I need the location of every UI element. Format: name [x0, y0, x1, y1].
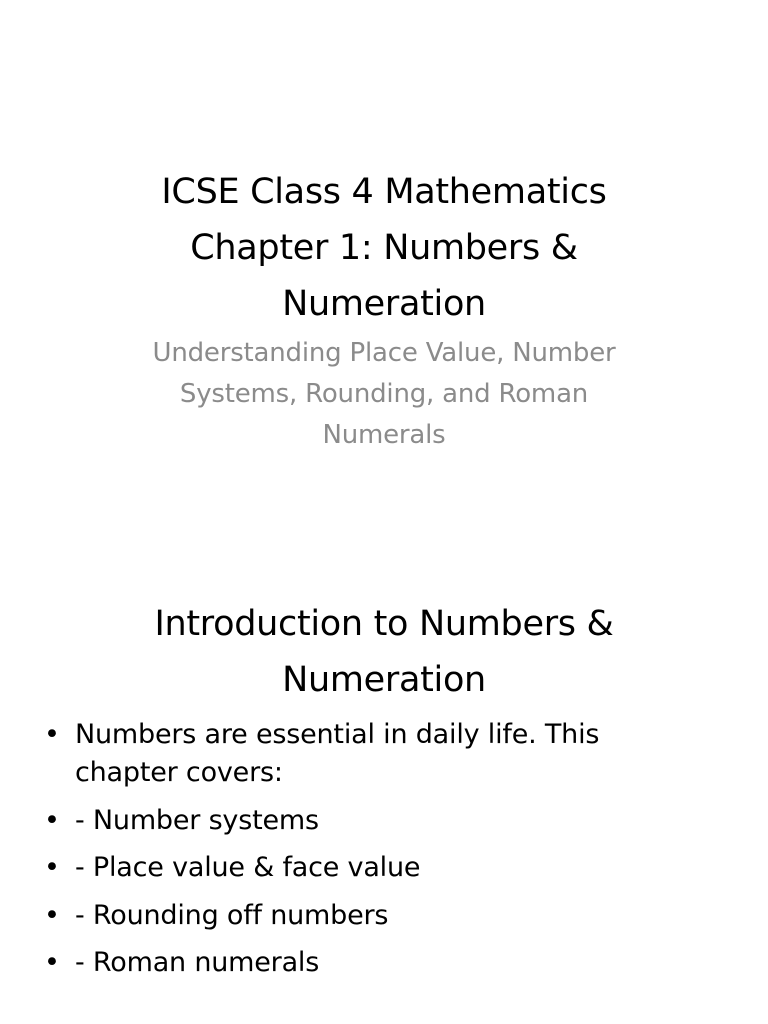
slide-1-subtitle [90, 333, 678, 456]
bullet-dot-icon: • [44, 899, 60, 931]
bullet-text: - Place value & face value [75, 852, 421, 883]
title-line: Introduction to Numbers & [154, 604, 614, 644]
bullet-list [44, 716, 684, 992]
subtitle-line: Understanding Place Value, Number [152, 338, 616, 368]
bullet-item [44, 802, 684, 840]
bullet-dot-icon: • [44, 947, 60, 978]
subtitle-line: Numerals [322, 420, 446, 450]
title-line: Numeration [282, 284, 486, 324]
bullet-item [44, 716, 684, 792]
bullet-text: - Number systems [75, 804, 319, 836]
title-line: Numeration [282, 660, 486, 700]
bullet-text: Numbers are essential in daily life. This chapter covers: [75, 719, 600, 788]
bullet-item [44, 897, 684, 935]
slide-2-title [40, 596, 728, 708]
bullet-item [44, 849, 684, 887]
title-line: Chapter 1: Numbers & [190, 228, 578, 268]
title-line: ICSE Class 4 Mathematics [161, 172, 607, 212]
bullet-text: - Rounding off numbers [75, 899, 389, 931]
bullet-text: - Roman numerals [75, 947, 320, 978]
subtitle-line: Systems, Rounding, and Roman [179, 379, 589, 409]
bullet-dot-icon: • [44, 719, 60, 750]
slide-1-title [40, 164, 728, 332]
slide-2 [0, 576, 768, 1024]
bullet-item [44, 944, 684, 982]
bullet-dot-icon: • [44, 852, 60, 883]
bullet-dot-icon: • [44, 804, 60, 836]
